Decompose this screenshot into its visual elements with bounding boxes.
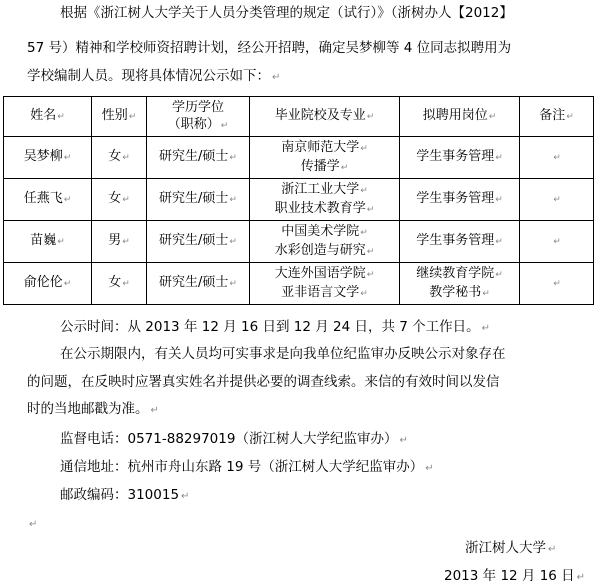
cell-gender: 女↵ xyxy=(92,263,147,305)
cell-degree: 研究生/硕士↵ xyxy=(147,137,250,179)
cell-remark: ↵ xyxy=(520,263,594,305)
cell-gender: 男↵ xyxy=(92,221,147,263)
intro-text-3: 学校编制人员。现将具体情况公示如下： xyxy=(27,68,270,84)
address-text: 通信地址：杭州市舟山东路 19 号（浙江树人大学纪监审办） xyxy=(60,459,424,475)
signature-date xyxy=(444,567,585,587)
staff-table xyxy=(3,96,594,305)
intro-text-2: 57 号）精神和学校师资招聘计划，经公开招聘，确定吴梦柳等 4 位同志拟聘用为 xyxy=(27,40,512,56)
header-name: 姓名↵ xyxy=(4,97,92,137)
cell-degree: 研究生/硕士↵ xyxy=(147,221,250,263)
cell-school: 大连外国语学院↵ 亚非语言文学↵ xyxy=(250,263,400,305)
intro-line-2 xyxy=(27,39,511,57)
header-degree: 学历学位 （职称）↵ xyxy=(147,97,250,137)
cell-gender: 女↵ xyxy=(92,179,147,221)
phone-line xyxy=(60,430,408,450)
signature-date-text: 2013 年 12 月 16 日 xyxy=(444,568,575,584)
phone-text: 监督电话：0571-88297019（浙江树人大学纪监审办） xyxy=(60,431,398,447)
signature-org-text: 浙江树人大学 xyxy=(465,540,546,556)
paragraph-mark: ↵ xyxy=(481,323,491,334)
header-gender: 性别↵ xyxy=(92,97,147,137)
cell-name: 任燕飞↵ xyxy=(4,179,92,221)
empty-paragraph xyxy=(27,514,37,534)
paragraph-mark: ↵ xyxy=(399,435,408,446)
table-row xyxy=(4,221,594,263)
cell-school: 浙江工业大学↵ 职业技术教育学↵ xyxy=(250,179,400,221)
header-school: 毕业院校及专业↵ xyxy=(250,97,400,137)
cell-position: 学生事务管理↵ xyxy=(400,221,520,263)
header-position: 拟聘用岗位↵ xyxy=(400,97,520,137)
header-remark: 备注↵ xyxy=(520,97,594,137)
cell-degree: 研究生/硕士↵ xyxy=(147,179,250,221)
cell-remark: ↵ xyxy=(520,221,594,263)
intro-text-1: 根据《浙江树人大学关于人员分类管理的规定（试行）》（浙树办人【2012】 xyxy=(60,5,513,21)
cell-position: 学生事务管理↵ xyxy=(400,179,520,221)
cell-name: 苗巍↵ xyxy=(4,221,92,263)
paragraph-mark: ↵ xyxy=(576,572,586,583)
cell-school: 南京师范大学↵ 传播学↵ xyxy=(250,137,400,179)
period-line xyxy=(60,318,490,338)
table-row xyxy=(4,137,594,179)
table-row xyxy=(4,263,594,305)
notice-line-2 xyxy=(27,373,500,391)
period-text: 公示时间：从 2013 年 12 月 16 日到 12 月 24 日，共 7 个工作日。 xyxy=(60,319,480,335)
paragraph-mark: ↵ xyxy=(181,491,190,502)
cell-remark: ↵ xyxy=(520,179,594,221)
cell-position: 学生事务管理↵ xyxy=(400,137,520,179)
address-line xyxy=(60,458,434,478)
cell-school: 中国美术学院↵ 水彩创造与研究↵ xyxy=(250,221,400,263)
table-header-row xyxy=(4,97,594,137)
notice-line-3 xyxy=(27,400,159,420)
paragraph-mark: ↵ xyxy=(150,405,159,416)
postcode-line xyxy=(60,486,189,506)
cell-name: 俞伦伦↵ xyxy=(4,263,92,305)
paragraph-mark: ↵ xyxy=(272,72,281,83)
signature-org xyxy=(465,539,556,559)
notice-text-3: 时的当地邮戳为准。 xyxy=(27,401,149,417)
cell-degree: 研究生/硕士↵ xyxy=(147,263,250,305)
paragraph-mark: ↵ xyxy=(548,544,557,555)
cell-name: 吴梦柳↵ xyxy=(4,137,92,179)
intro-line-1 xyxy=(60,4,513,22)
cell-position: 继续教育学院↵ 教学秘书↵ xyxy=(400,263,520,305)
notice-text-1: 在公示期限内，有关人员均可实事求是向我单位纪监审办反映公示对象存在 xyxy=(60,346,506,362)
notice-line-1 xyxy=(60,345,506,363)
paragraph-mark: ↵ xyxy=(425,463,434,474)
cell-gender: 女↵ xyxy=(92,137,147,179)
notice-text-2: 的问题，在反映时应署真实姓名并提供必要的调查线索。来信的有效时间以发信 xyxy=(27,374,500,390)
cell-remark: ↵ xyxy=(520,137,594,179)
intro-line-3 xyxy=(27,67,280,87)
paragraph-mark: ↵ xyxy=(29,519,38,530)
table-row xyxy=(4,179,594,221)
postcode-text: 邮政编码：310015 xyxy=(60,487,180,503)
